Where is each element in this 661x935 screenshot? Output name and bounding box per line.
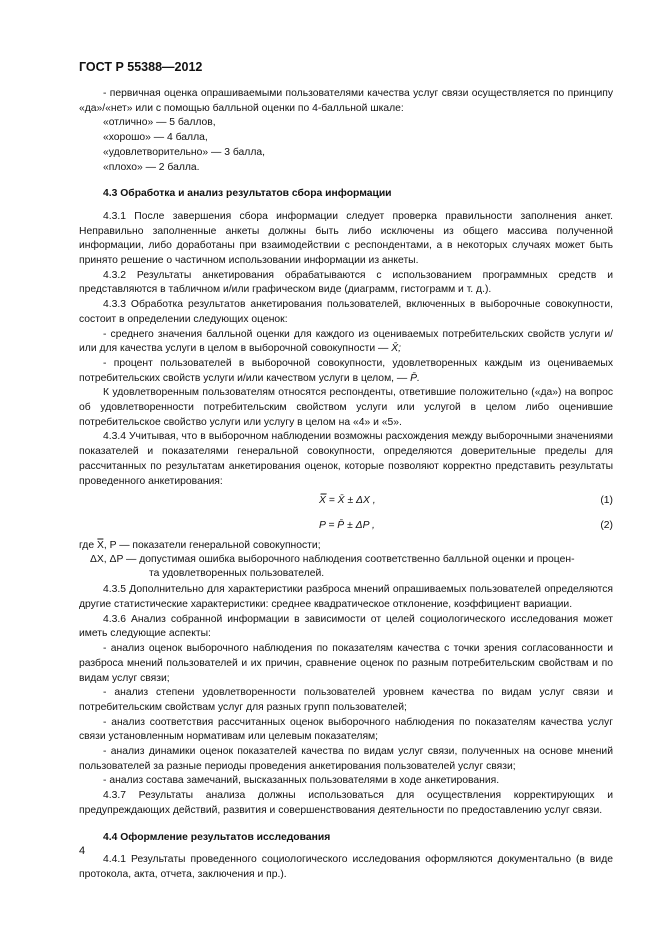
list-item-text: - среднего значения балльной оценки для каждого из оцениваемых потребительских свойств услуги и/или для качества услуги в целом в выборочной совокупности — [79, 328, 613, 355]
document-body [79, 87, 613, 883]
list-item: - анализ соответствия рассчитанных оценок выборочного наблюдения по показателям качества услуг связи установленным нормативам или целевым показателям; [79, 716, 613, 743]
scale-item: «удовлетворительно» — 3 балла, [103, 146, 265, 158]
list-item-text: - процент пользователей в выборочной совокупности, удовлетворенных каждым из оцениваемых потребительских свойств услуги и/или качеством услуги в целом, — [79, 357, 613, 384]
symbol: P̄. [410, 372, 420, 384]
symbol: X̄; [391, 343, 402, 355]
paragraph-4-3-3: 4.3.3 Обработка результатов анкетирования пользователей, включенных в выборочные совокупности, состоит в определении следующих оценок: [79, 299, 613, 325]
list-item: - анализ оценок выборочного наблюдения по показателям качества с точки зрения согласованности и разброса мнений пользователей и их причин, сравнение оценок по разным потребительским свойствам и по видам услуг связи; [79, 643, 613, 684]
page-number: 4 [79, 845, 86, 857]
formula-definitions [79, 539, 613, 583]
paragraph-4-3-5: 4.3.5 Дополнительно для характеристики разброса мнений опрашиваемых пользователей определяются другие статистические характеристики: среднее квадратическое отклонение, коэффициент вариации. [79, 584, 613, 610]
formula-1 [79, 489, 613, 514]
definition-line: та удовлетворенных пользователей. [149, 568, 325, 580]
paragraph-4-3-3-note: К удовлетворенным пользователям относятся респонденты, ответившие положительно («да») на вопрос об удовлетворенности потребительским свойством услуги или услугой в целом либо оценившие потребительское свойство услуги или услугу в целом на «4» и «5». [79, 387, 613, 428]
definition-line: где X̿, P — показатели генеральной совокупности; [79, 540, 321, 552]
list-item: - анализ степени удовлетворенности пользователей уровнем качества по видам услуг связи и потребительским свойствам услуг для разных групп пользователей; [79, 687, 613, 713]
section-heading-4-3: 4.3 Обработка и анализ результатов сбора информации [103, 188, 392, 200]
paragraph-4-4-1: 4.4.1 Результаты проведенного социологического исследования оформляются документально (в виде протокола, акта, отчета, заключения и пр.). [79, 854, 613, 880]
standard-header: ГОСТ Р 55388—2012 [79, 60, 203, 74]
section-heading-4-4: 4.4 Оформление результатов исследования [103, 831, 331, 843]
definition-line: ΔX, ΔP — допустимая ошибка выборочного наблюдения соответственно балльной оценки и процен- [90, 554, 575, 566]
paragraph-4-3-1: 4.3.1 После завершения сбора информации следует проверка правильности заполнения анкет. Неправильно заполненные анкеты должны быть либо исключены из общего массива полученной информации, либо доработаны при взаимодействии с респондентами, а в некоторых случаях может быть принято решение о частичном использовании информации из анкеты. [79, 210, 613, 267]
paragraph-4-3-6: 4.3.6 Анализ собранной информации в зависимости от целей социологического исследования может иметь следующие аспекты: [79, 613, 613, 640]
formula-number: (2) [600, 520, 613, 532]
list-item [79, 357, 613, 386]
paragraph-first: - первичная оценка опрашиваемыми пользователями качества услуг связи осуществляется по принципу «да»/«нет» или с помощью балльной оценки по 4-балльной шкале: [79, 88, 613, 114]
formula-expression: X̿ = X̄ ± ΔX , [319, 495, 376, 507]
paragraph-4-3-7: 4.3.7 Результаты анализа должны использоваться для осуществления корректирующих и предупреждающих действий, развития и совершенствования деятельности по предоставлению услуг связи. [79, 790, 613, 816]
list-item: - анализ динамики оценок показателей качества по видам услуг связи, полученных на основе мнений пользователей за разные периоды проведения анкетирования пользователей услуг связи; [79, 746, 613, 772]
formula-2 [79, 514, 613, 539]
paragraph-4-3-4: 4.3.4 Учитывая, что в выборочном наблюдении возможны расхождения между выборочными значениями показателей и показателями генеральной совокупности, определяются доверительные пределы для рассчитанных по результатам анкетирования оценок, которые позволяют корректно представить результаты проведенного анкетирования: [79, 431, 613, 487]
scale-item: «хорошо» — 4 балла, [103, 132, 208, 144]
formula-expression: P = P̄ ± ΔP , [319, 520, 375, 532]
scale-item: «отлично» — 5 баллов, [103, 117, 216, 129]
list-item: - анализ состава замечаний, высказанных пользователями в ходе анкетирования. [103, 775, 500, 787]
scale-item: «плохо» — 2 балла. [103, 161, 200, 173]
paragraph-4-3-2: 4.3.2 Результаты анкетирования обрабатываются с использованием программных средств и представляются в табличном и/или графическом виде (диаграмм, гистограмм и т. д.). [79, 269, 613, 296]
formula-number: (1) [600, 495, 613, 507]
list-item [79, 328, 613, 357]
